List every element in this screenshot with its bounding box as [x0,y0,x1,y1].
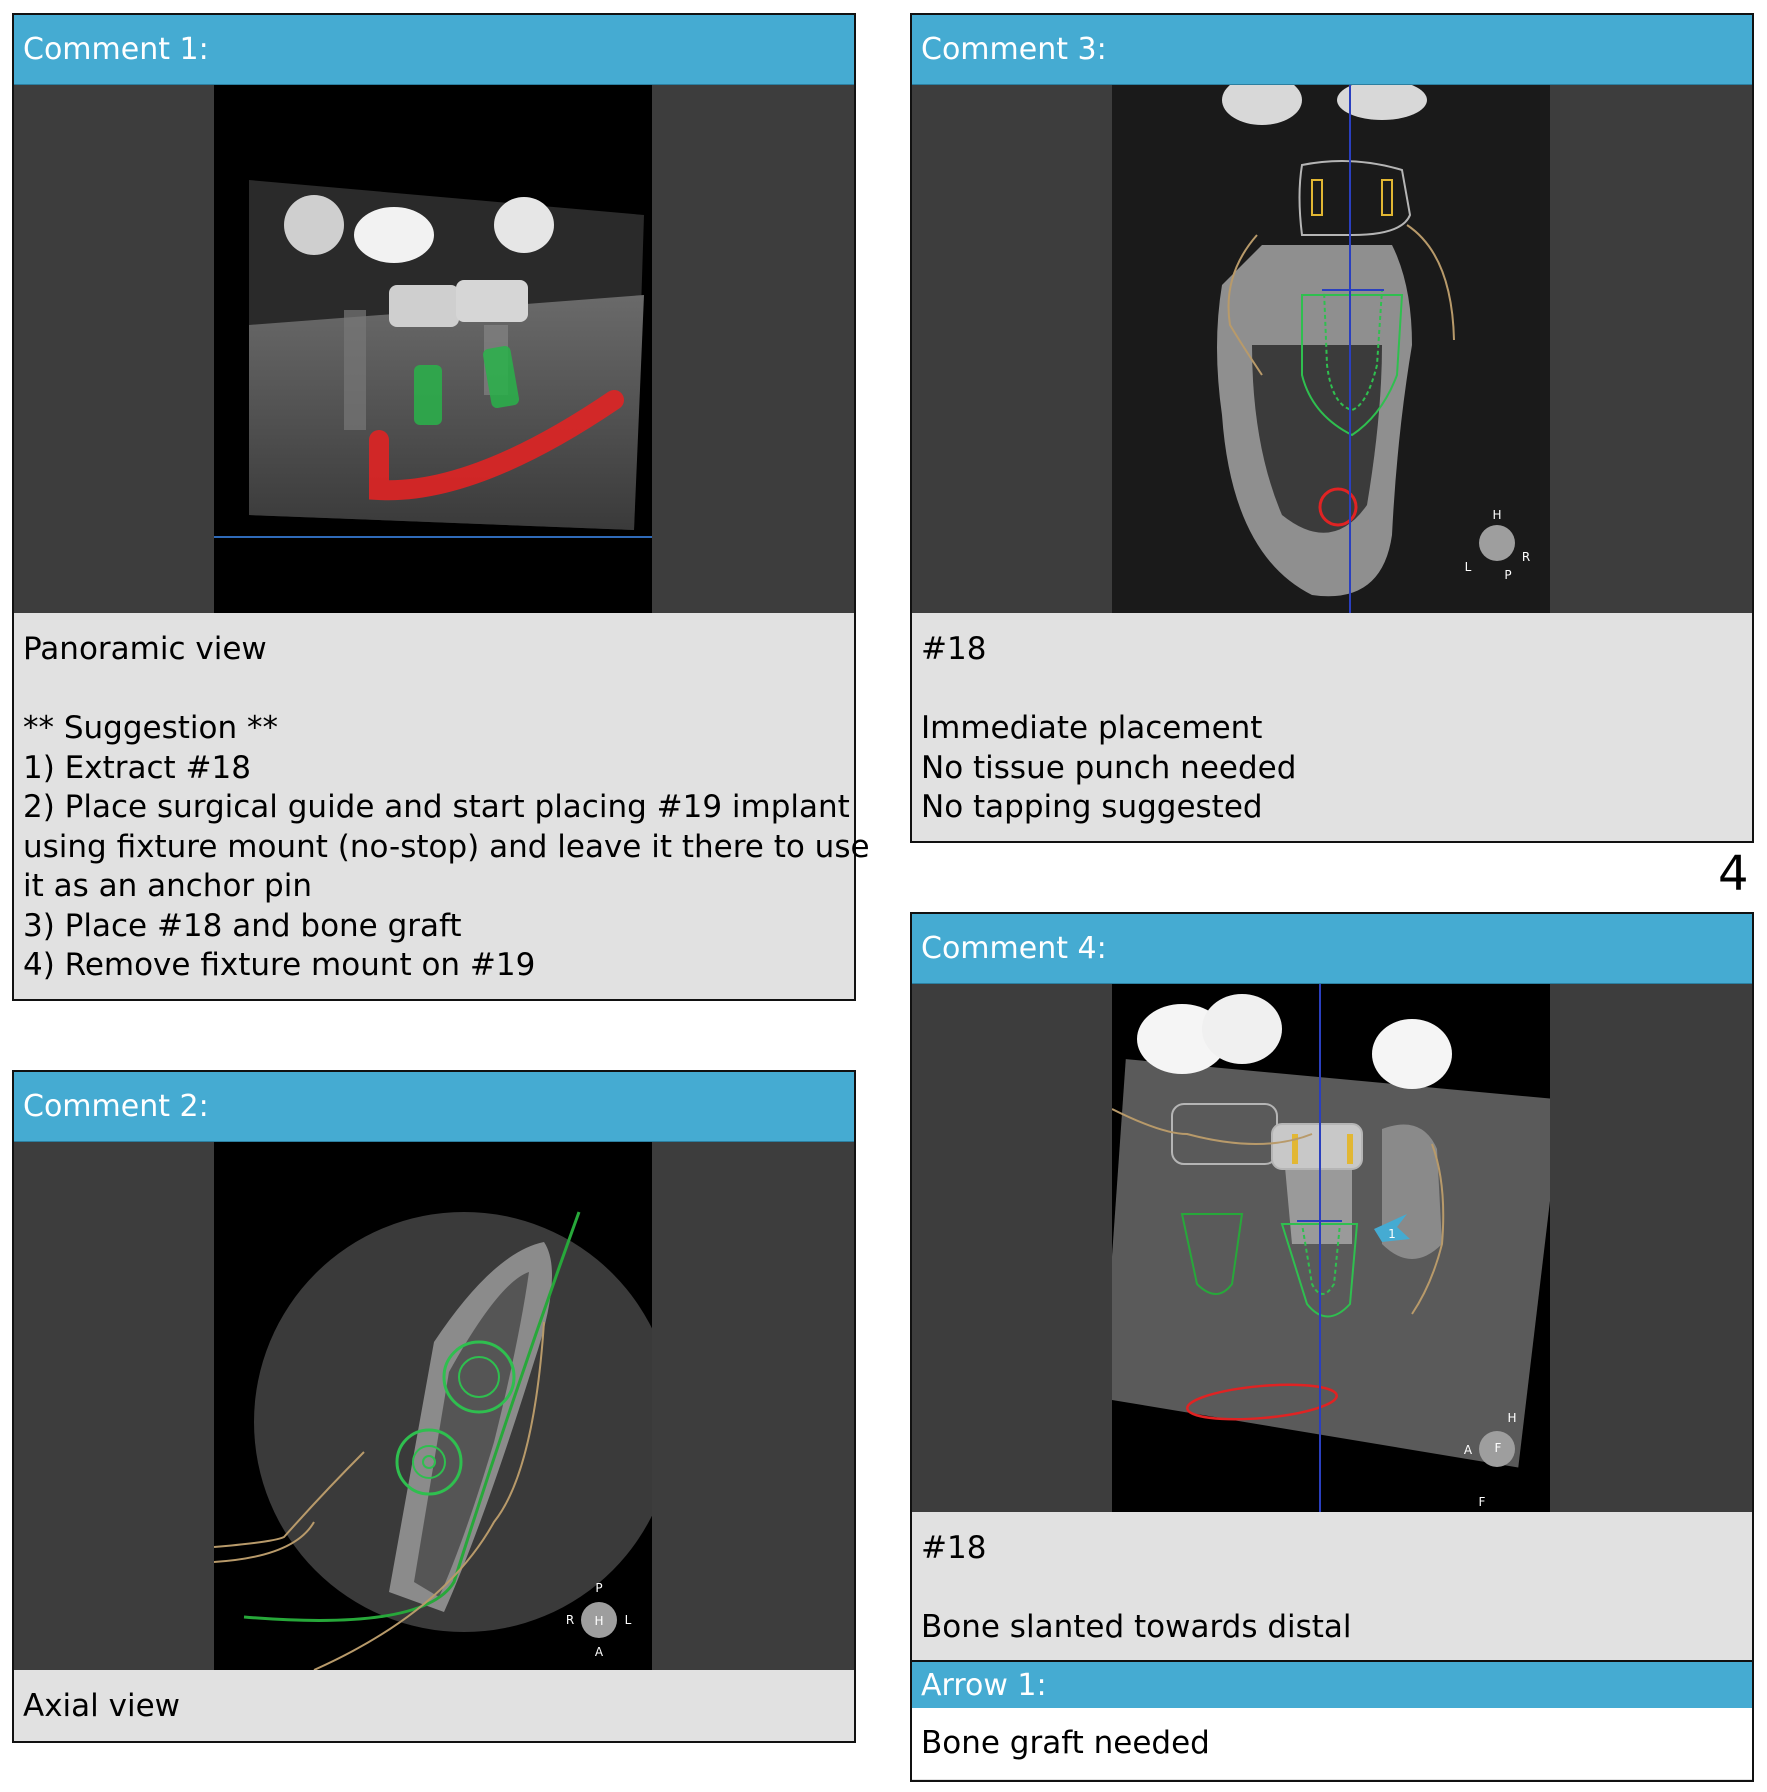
note-line: #18 [921,631,987,667]
note-line: No tapping suggested [921,789,1263,825]
note-line: No tissue punch needed [921,749,1297,786]
comment-2-image-frame [14,1142,854,1670]
note-line: 4) Remove fixture mount on #19 [23,947,536,983]
orientation-bottom-label: F [1478,1495,1486,1509]
comment-2-header: Comment 2: [14,1072,854,1142]
arrow-1-note: Bone graft needed [912,1708,1752,1779]
panoramic-scan-graphic [214,85,652,613]
comment-1-panel [12,13,870,1001]
panoramic-scan-image[interactable] [214,85,652,613]
blank-line [23,670,845,710]
comment-4-panel [910,912,1754,1782]
note-line: ** Suggestion ** [23,710,278,746]
comment-1-notes [14,613,870,994]
comment-3-image-frame [912,85,1752,613]
note-line: #18 [921,1530,987,1566]
orientation-bottom-label: A [594,1645,604,1659]
cross-section-scan-image[interactable] [1112,85,1550,613]
orientation-right-label: L [624,1613,632,1627]
note-line: 2) Place surgical guide and start placing #19 implant [23,789,850,825]
blank-line [921,1569,1743,1609]
cross-section-scan-graphic [1112,85,1550,613]
comment-4-notes [912,1512,1752,1660]
tangential-scan-image[interactable] [1112,984,1550,1512]
comment-2-notes [14,1670,854,1735]
axial-scan-graphic [214,1142,652,1670]
note-line: Panoramic view [23,631,267,667]
blank-line [921,670,1743,710]
note-line: Immediate placement [921,710,1263,746]
note-line: it as an anchor pin [23,868,312,904]
orientation-bottom-label: P [1504,568,1512,582]
crown-18 [389,285,459,327]
axial-scan-image[interactable] [214,1142,652,1670]
orientation-left-label: R [565,1613,575,1627]
comment-3-panel [910,13,1754,843]
orientation-left-label: L [1464,560,1472,574]
comment-2-panel [12,1070,856,1743]
comment-1-header: Comment 1: [14,15,854,85]
comment-1-image-frame [14,85,854,613]
comment-4-header: Comment 4: [912,914,1752,984]
orientation-head-icon [1479,525,1515,561]
implant-18-marker [414,365,442,425]
comment-3-header: Comment 3: [912,15,1752,85]
comment-3-notes [912,613,1752,836]
note-line: 1) Extract #18 [23,749,251,786]
note-line: using fixture mount (no-stop) and leave it there to use [23,828,870,865]
arrow-1-header: Arrow 1: [912,1660,1752,1708]
note-line: 3) Place #18 and bone graft [23,907,462,944]
orientation-right-label: R [1521,550,1531,564]
orientation-center-label: F [1494,1441,1502,1455]
orientation-top-label: H [1492,508,1502,522]
orientation-top-label: H [1507,1411,1517,1425]
arrow-1-marker-label: 1 [1388,1227,1396,1241]
orientation-left-label: A [1463,1443,1473,1457]
orientation-center-label: H [594,1614,604,1628]
note-line: Bone slanted towards distal [921,1609,1352,1645]
page-number: 4 [1718,846,1749,902]
comment-4-image-frame [912,984,1752,1512]
note-line: Axial view [23,1688,181,1724]
tangential-scan-graphic [1112,984,1550,1512]
crown-19 [456,280,528,322]
orientation-top-label: P [595,1581,603,1595]
